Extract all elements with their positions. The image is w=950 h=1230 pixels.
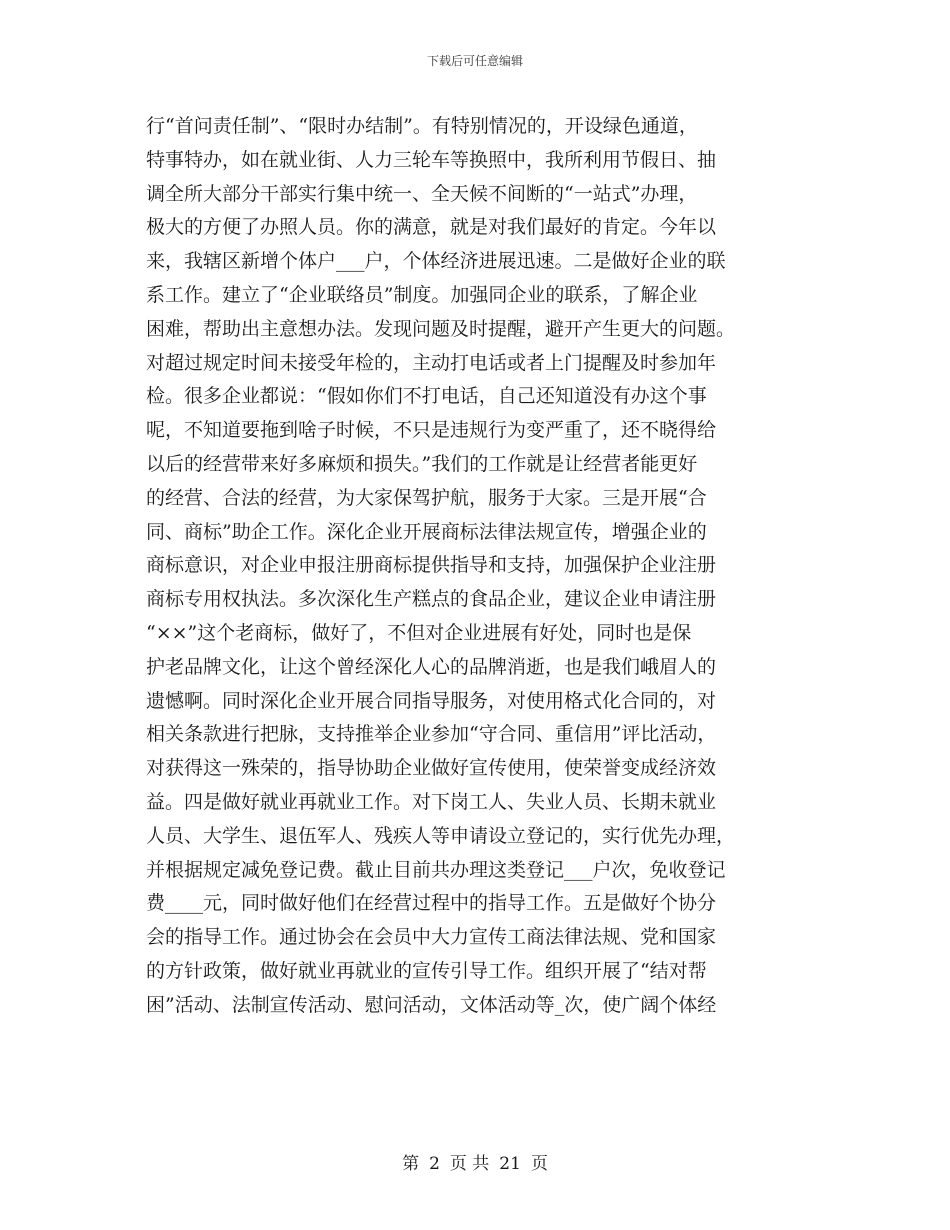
text-line: 会的指导工作。通过协会在会员中大力宣传工商法律法规、党和国家: [146, 926, 717, 949]
footer-suffix: 页: [530, 1154, 548, 1174]
text-line: 行“首问责任制”、“限时办结制”。有特别情况的，开设绿色通道，: [146, 115, 698, 137]
text-line: 以后的经营带来好多麻烦和损失。”我们的工作就是让经营者能更好: [146, 452, 698, 475]
text-line: 相关条款进行把脉，支持推举企业参加“守合同、重信用”评比活动，: [146, 723, 717, 746]
text-line: 护老品牌文化，让这个曾经深化人心的品牌消逝，也是我们峨眉人的: [146, 655, 717, 678]
footer-prefix: 第: [402, 1154, 420, 1174]
footer-total-pages: 21: [499, 1154, 521, 1174]
text-line: 困难，帮助出主意想办法。发现问题及时提醒，避开产生更大的问题。: [146, 317, 736, 340]
text-line: 对获得这一殊荣的，指导协助企业做好宣传使用，使荣誉变成经济效: [146, 757, 717, 780]
text-line: 人员、大学生、退伍军人、残疾人等申请设立登记的，实行优先办理，: [146, 824, 736, 847]
text-line: 对超过规定时间未接受年检的，主动打电话或者上门提醒及时参加年: [146, 351, 717, 374]
text-line: 检。很多企业都说：“假如你们不打电话，自己还知道没有办这个事: [146, 385, 707, 408]
document-body: [146, 110, 816, 1023]
text-line: 的经营、合法的经营，为大家保驾护航，服务于大家。三是开展“合: [146, 486, 707, 509]
page-footer: [0, 1154, 950, 1174]
text-line: 商标意识，对企业申报注册商标提供指导和支持，加强保护企业注册: [146, 554, 717, 577]
footer-page-number: 2: [429, 1154, 440, 1174]
text-line: 极大的方便了办照人员。你的满意，就是对我们最好的肯定。今年以: [146, 216, 717, 239]
text-line: 费____元，同时做好他们在经营过程中的指导工作。五是做好个协分: [146, 892, 717, 915]
text-line: 遗憾啊。同时深化企业开展合同指导服务，对使用格式化合同的，对: [146, 689, 717, 712]
text-line: 商标专用权执法。多次深化生产糕点的食品企业，建议企业申请注册: [146, 588, 717, 611]
text-line: 特事特办，如在就业街、人力三轮车等换照中，我所利用节假日、抽: [146, 148, 717, 171]
text-line: 同、商标”助企工作。深化企业开展商标法律法规宣传，增强企业的: [146, 520, 707, 543]
text-line: 系工作。建立了“企业联络员”制度。加强同企业的联系，了解企业: [146, 283, 698, 306]
text-line: 来，我辖区新增个体户___户，个体经济进展迅速。二是做好企业的联: [146, 250, 726, 273]
text-line: 困”活动、法制宣传活动、慰问活动，文体活动等_次，使广阔个体经: [146, 993, 717, 1016]
text-line: 的方针政策，做好就业再就业的宣传引导工作。组织开展了“结对帮: [146, 959, 707, 982]
text-line: 益。四是做好就业再就业工作。对下岗工人、失业人员、长期未就业: [146, 790, 717, 813]
footer-middle: 页 共: [449, 1154, 490, 1174]
text-line: “××”这个老商标，做好了，不但对企业进展有好处，同时也是保: [146, 621, 692, 644]
page-header: 下载后可任意编辑: [426, 54, 523, 68]
text-line: 并根据规定减免登记费。截止目前共办理这类登记___户次，免收登记: [146, 858, 726, 881]
text-line: 呢，不知道要拖到啥子时候，不只是违规行为变严重了，还不晓得给: [146, 419, 717, 442]
text-line: 调全所大部分干部实行集中统一、全天候不间断的“一站式”办理，: [146, 182, 698, 205]
